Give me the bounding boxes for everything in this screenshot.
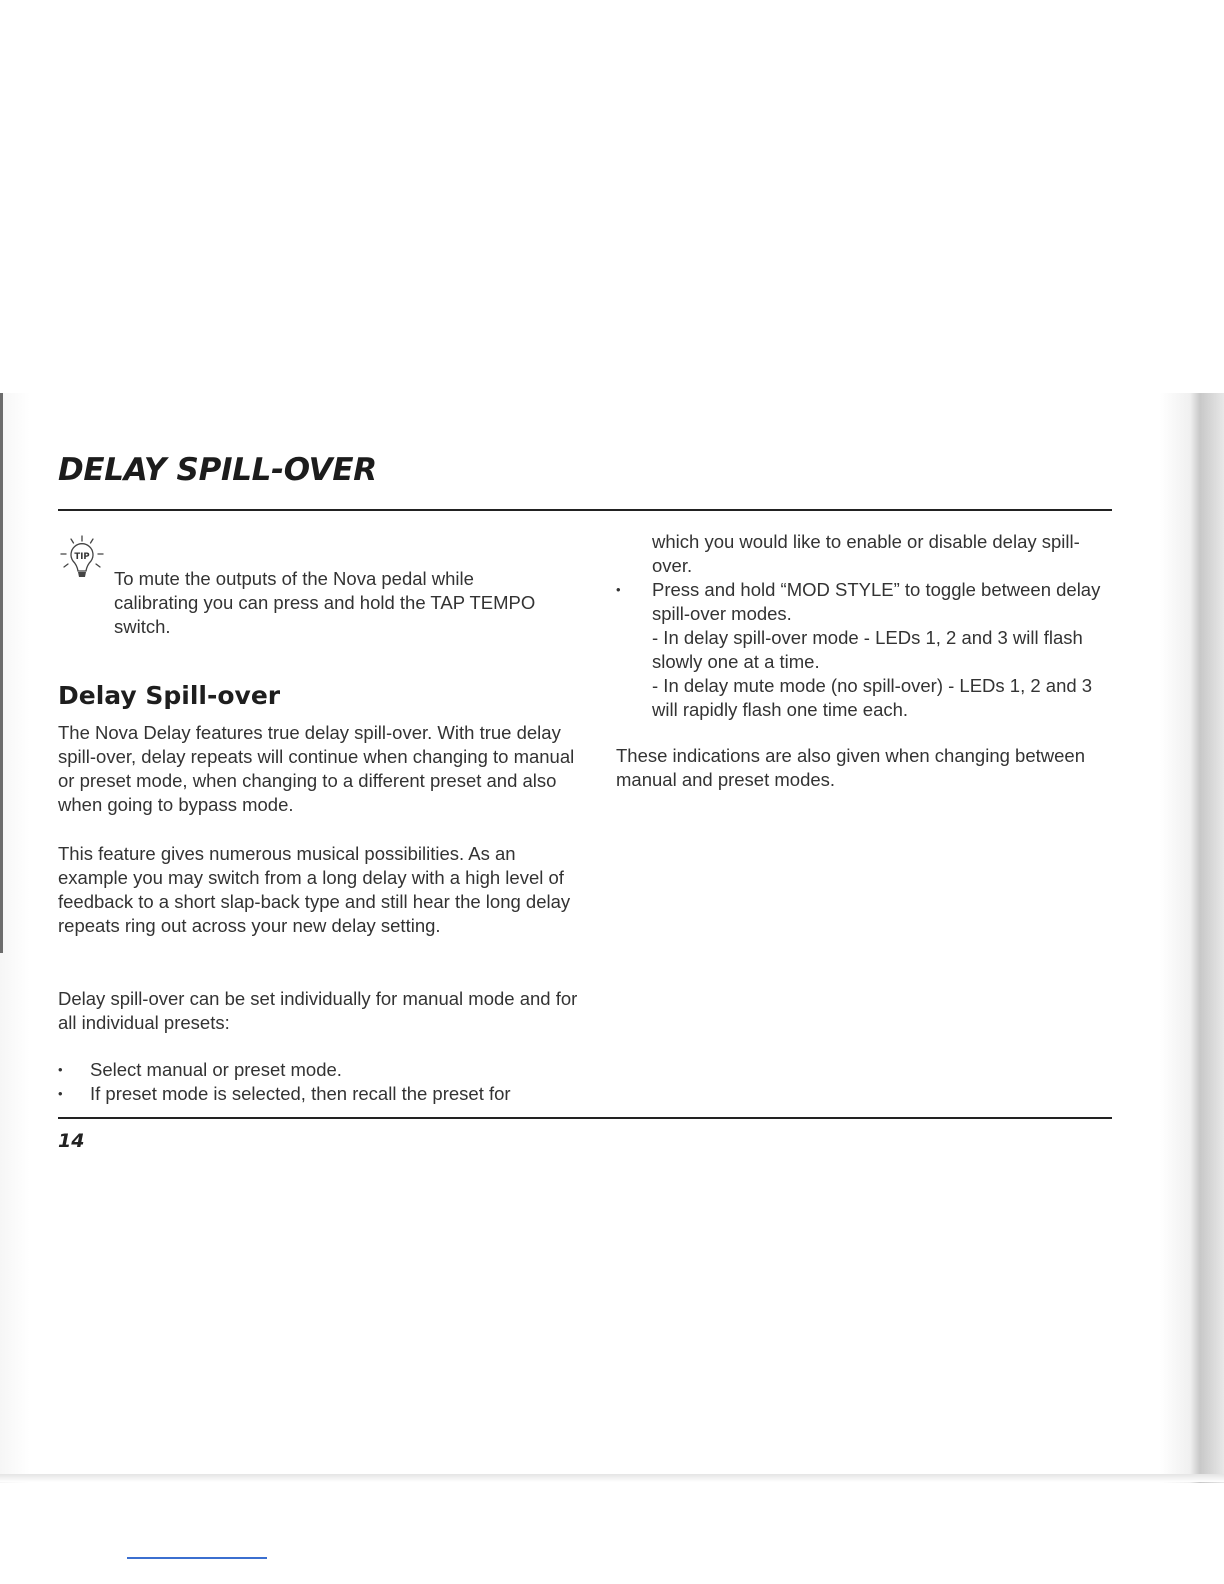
blue-underline-mark xyxy=(127,1557,267,1559)
page-number: 14 xyxy=(58,1130,85,1152)
paragraph-intro: The Nova Delay features true delay spill-over. With true delay spill-over, delay repeats will continue when changing to manual or preset mode, when changing to a different preset and also when going to bypass mode. xyxy=(58,722,575,815)
tip-text: To mute the outputs of the Nova pedal while calibrating you can press and hold the TAP TEMPO switch. xyxy=(114,567,536,637)
sub-item-mute-mode: - In delay mute mode (no spill-over) - LEDs 1, 2 and 3 will rapidly flash one time each. xyxy=(652,675,1093,720)
list-item-continuation: which you would like to enable or disable delay spill-over. xyxy=(652,531,1080,576)
list-item: • If preset mode is selected, then recall the preset for xyxy=(58,1082,578,1106)
paragraph-settings: Delay spill-over can be set individually for manual mode and for all individual presets: xyxy=(58,988,578,1033)
list-item-text: Press and hold “MOD STYLE” to toggle between delay spill-over modes. xyxy=(652,579,1101,624)
sub-item-spill-over-mode: - In delay spill-over mode - LEDs 1, 2 and 3 will flash slowly one at a time. xyxy=(652,627,1083,672)
header-rule xyxy=(58,509,1112,511)
list-item: • Select manual or preset mode. xyxy=(58,1058,578,1082)
lightbulb-tip-icon xyxy=(58,534,106,582)
bullet-icon: • xyxy=(616,582,621,597)
section-heading: Delay Spill-over xyxy=(58,681,281,710)
page-left-edge xyxy=(0,393,3,953)
svg-text:TIP: TIP xyxy=(74,552,90,562)
page-bottom-shadow xyxy=(0,1474,1224,1482)
paragraph-example: This feature gives numerous musical possibilities. As an example you may switch from a long delay with a high level of feedback to a short slap-back type and still hear the long delay repeats ring out across your new delay setting. xyxy=(58,843,571,936)
footer-rule xyxy=(58,1117,1112,1119)
steps-list xyxy=(58,1058,578,1106)
page-title: DELAY SPILL-OVER xyxy=(58,452,377,488)
paragraph-closing: These indications are also given when changing between manual and preset modes. xyxy=(616,745,1085,790)
